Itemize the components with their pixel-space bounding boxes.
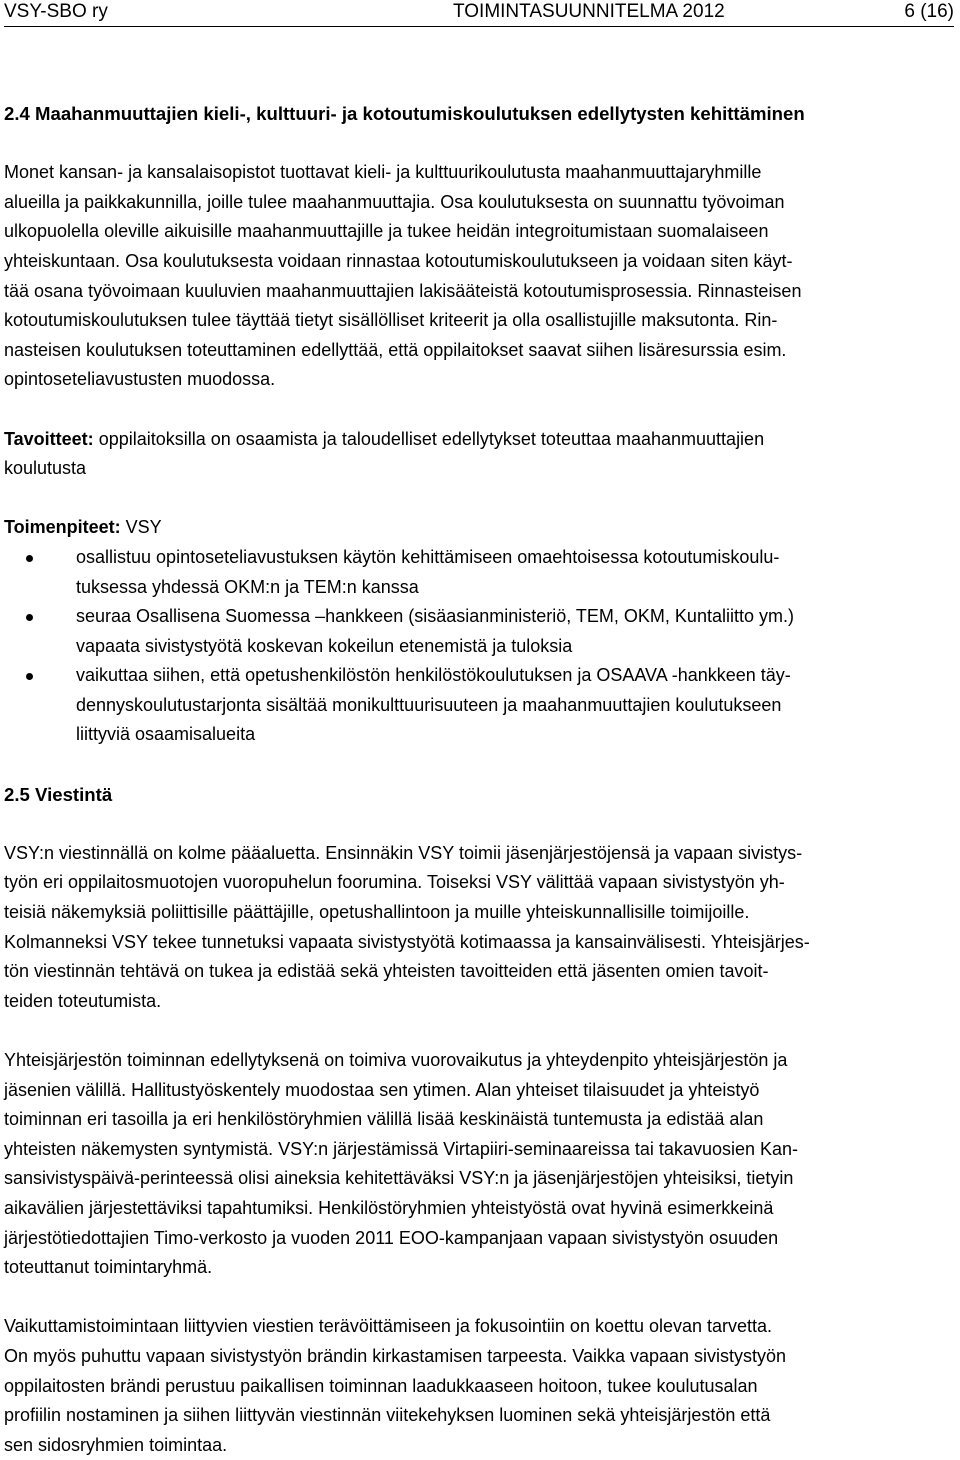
text-line: toteuttanut toimintaryhmä.	[4, 1257, 213, 1278]
spacer	[4, 484, 957, 514]
goals-text: oppilaitoksilla on osaamista ja taloudelliset edellytykset toteuttaa maahanmuuttajien	[93, 428, 765, 449]
text-line: Monet kansan- ja kansalaisopistot tuottavat kieli- ja kulttuurikoulutusta maahanmuuttajaryhmille	[4, 162, 762, 183]
text-line: tuksessa yhdessä OKM:n ja TEM:n kanssa	[76, 576, 419, 597]
list-item	[76, 602, 957, 661]
text-line: liittyviä osaamisalueita	[76, 724, 256, 745]
goals-line	[4, 425, 957, 455]
text-line: VSY:n viestinnällä on kolme pääaluetta. Ensinnäkin VSY toimii jäsenjärjestöjensä ja vapaan sivistys-	[4, 842, 803, 863]
text-line: sansivistyspäivä-perinteessä olisi aineksia kehitettäväksi VSY:n ja jäsenjärjestöjen yhteisiksi, tietyin	[4, 1168, 794, 1189]
paragraph-communication-2	[4, 1046, 957, 1283]
page-content	[4, 99, 957, 1460]
text-line: vaikuttaa siihen, että opetushenkilöstön henkilöstökoulutuksen ja OSAAVA -hankkeen täy-	[76, 665, 791, 686]
text-line: ulkopuolella oleville aikuisille maahanmuuttajille ja tukee heidän integroitumistaan suomalaiseen	[4, 221, 769, 242]
header-divider	[4, 26, 954, 27]
paragraph-communication-3	[4, 1312, 957, 1460]
text-line: työn eri oppilaitosmuotojen vuoropuhelun foorumina. Toiseksi VSY välittää vapaan sivistystyön yh-	[4, 872, 785, 893]
text-line: alueilla ja paikkakunnilla, joille tulee maahanmuuttajia. Osa koulutuksesta on suunnattu työvoiman	[4, 191, 785, 212]
paragraph-actions	[4, 513, 957, 543]
text-line: teisiä näkemyksiä poliittisille päättäjille, opetushallintoon ja muille yhteiskunnallisille toimijoille.	[4, 902, 750, 923]
text-line: osallistuu opintoseteliavustuksen käytön kehittämiseen omaehtoisessa kotoutumiskoulu-	[76, 546, 780, 567]
actions-label: Toimenpiteet:	[4, 517, 121, 538]
header-document-title: TOIMINTASUUNNITELMA 2012	[453, 1, 725, 22]
bullet-icon	[26, 673, 33, 680]
text-line: nasteisen koulutuksen toteuttaminen edellyttää, että oppilaitokset saavat siihen lisäresurssia esim.	[4, 339, 787, 360]
text-line: vapaata sivistystyötä koskevan kokeilun etenemistä ja tuloksia	[76, 635, 573, 656]
text-line: järjestötiedottajien Timo-verkosto ja vuoden 2011 EOO-kampanjaan vapaan sivistystyön osuuden	[4, 1227, 779, 1248]
text-line: Vaikuttamistoimintaan liittyvien viestien terävöittämiseen ja fokusointiin on koettu olevan tarvetta.	[4, 1316, 773, 1337]
text-line: Yhteisjärjestön toiminnan edellytyksenä on toimiva vuorovaikutus ja yhteydenpito yhteisjärjestön ja	[4, 1050, 788, 1070]
text-line: dennyskoulutustarjonta sisältää monikulttuurisuuteen ja maahanmuuttajien koulutukseen	[76, 694, 782, 715]
text-line: opintoseteliavustusten muodossa.	[4, 369, 276, 390]
text-line: yhteisten näkemysten syntymistä. VSY:n järjestämissä Virtapiiri-seminaareissa tai takavuosien Kan-	[4, 1138, 799, 1159]
text-line: kotoutumiskoulutuksen tulee täyttää tietyt sisällölliset kriteerit ja olla osallistujille maksutonta. Rin-	[4, 310, 778, 331]
text-line: profiilin nostaminen ja siihen liittyvän viestinnän viitekehyksen luominen sekä yhteisjärjestön että	[4, 1405, 771, 1426]
page-header	[0, 0, 960, 24]
spacer	[4, 1283, 957, 1313]
spacer	[4, 129, 957, 159]
bullet-icon	[26, 555, 33, 562]
text-line: oppilaitosten brändi perustuu paikallisen toiminnan laadukkaaseen hoitoon, tukee koulutusalan	[4, 1375, 758, 1396]
paragraph-communication-1	[4, 839, 957, 1017]
header-page-number: 6 (16)	[904, 1, 954, 22]
text-line: tön viestinnän tehtävä on tukea ja edistää sekä yhteisten tavoitteiden että jäsenten omien tavoit-	[4, 961, 769, 982]
text-line: On myös puhuttu vapaan sivistystyön brändin kirkastamisen tarpeesta. Vaikka vapaan sivistystyön	[4, 1345, 787, 1366]
text-line: tää osana työvoimaan kuuluvien maahanmuuttajien lakisääteistä kotoutumisprosessia. Rinnasteisen	[4, 280, 802, 301]
text-line: sen sidosryhmien toimintaa.	[4, 1434, 228, 1455]
actions-line	[4, 513, 957, 543]
text-line: aikavälien järjestettäviksi tapahtumiksi. Henkilöstöryhmien yhteistyöstä ovat hyvinä esimerkkeinä	[4, 1197, 774, 1218]
actions-actor: VSY	[120, 517, 162, 538]
text-line: jäsenien välillä. Hallitustyöskentely muodostaa sen ytimen. Alan yhteiset tilaisuudet ja yhteistyö	[4, 1079, 760, 1100]
text-line: seuraa Osallisena Suomessa –hankkeen (sisäasianministeriö, TEM, OKM, Kuntaliitto ym.)	[76, 606, 794, 627]
spacer	[4, 1016, 957, 1046]
text-line: yhteiskuntaan. Osa koulutuksesta voidaan rinnastaa kotoutumiskoulutukseen ja voidaan siten käyt-	[4, 250, 793, 271]
header-organization: VSY-SBO ry	[4, 1, 108, 22]
goals-label: Tavoitteet:	[4, 428, 94, 449]
paragraph-goals	[4, 425, 957, 484]
paragraph-intro	[4, 158, 957, 395]
bullet-icon	[26, 614, 33, 621]
text-line: Kolmanneksi VSY tekee tunnetuksi vapaata sivistystyötä kotimaassa ja kansainvälisesti. Yhteisjärjes-	[4, 931, 810, 952]
spacer	[4, 750, 957, 780]
list-item	[76, 543, 957, 602]
text-line: teiden toteutumista.	[4, 990, 162, 1011]
section-heading-2-4: 2.4 Maahanmuuttajien kieli-, kulttuuri- ja kotoutumiskoulutuksen edellytysten kehittäminen	[4, 103, 805, 124]
section-heading-2-5: 2.5 Viestintä	[4, 783, 113, 805]
list-item	[76, 661, 957, 750]
text-line: toiminnan eri tasoilla ja eri henkilöstöryhmien välillä lisää keskinäistä tuntemusta ja edistää alan	[4, 1109, 764, 1130]
spacer	[4, 809, 957, 839]
spacer	[4, 395, 957, 425]
goals-text-cont: koulutusta	[4, 458, 87, 479]
actions-list	[4, 543, 957, 750]
